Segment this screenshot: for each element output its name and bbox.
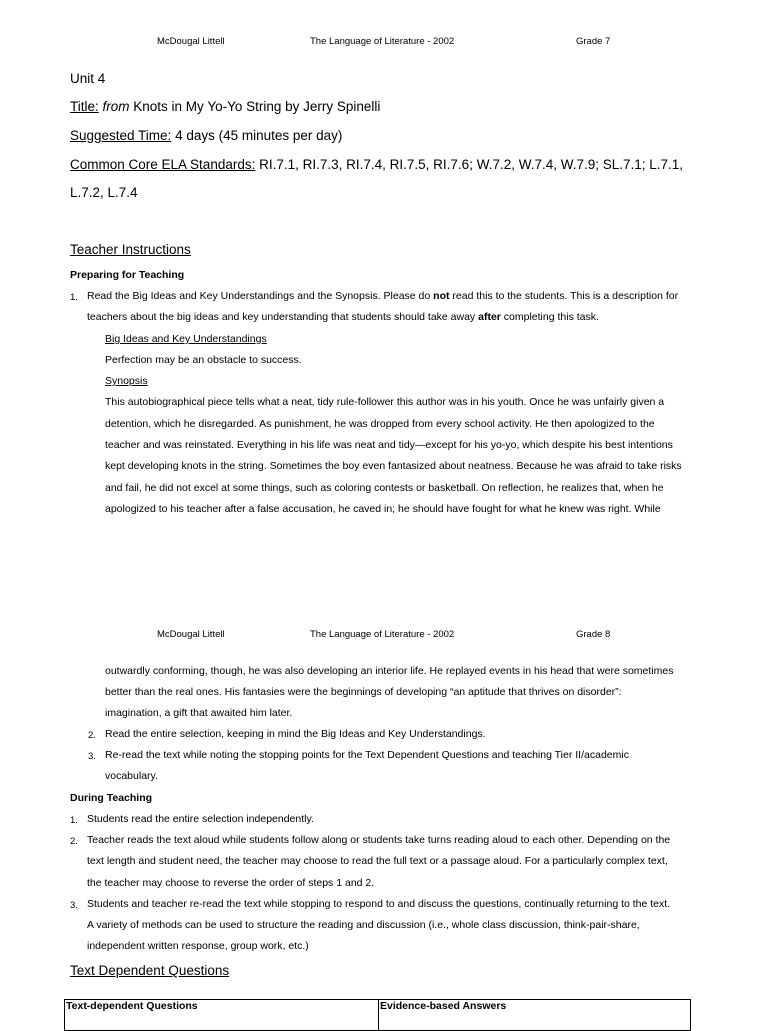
suggested-time-label: Suggested Time:	[70, 128, 172, 143]
title-label: Title:	[70, 99, 99, 114]
teacher-instructions-heading: Teacher Instructions	[70, 242, 191, 257]
unit-label: Unit 4	[70, 71, 106, 86]
during-heading: During Teaching	[70, 792, 153, 804]
during-item-2-num: 2.	[70, 836, 78, 847]
during-item-3-line: Students and teacher re-read the text while stopping to respond to and discuss the questions, continually returning to the text.	[87, 898, 671, 910]
header-book: The Language of Literature - 2002	[310, 36, 455, 47]
prep-item-1-line-2: teachers about the big ideas and key understanding that students should take away after completing this task.	[87, 311, 599, 323]
title-line	[70, 99, 380, 114]
tdq-heading: Text Dependent Questions	[70, 963, 230, 978]
synopsis-line: apologized to his teacher after a false accusation, he caved in; he should have fought for what he knew was right. While	[105, 503, 661, 515]
synopsis-line: imagination, a gift that awaited him later.	[105, 707, 293, 719]
table-header-answers: Evidence-based Answers	[379, 1000, 691, 1031]
during-item-3-line: independent written response, group work, etc.)	[87, 940, 309, 952]
prep-item-2-text: Read the entire selection, keeping in mind the Big Ideas and Key Understandings.	[105, 728, 486, 740]
suggested-time-text: 4 days (45 minutes per day)	[171, 128, 343, 143]
during-item-2-line: the teacher may choose to reverse the order of steps 1 and 2.	[87, 877, 375, 889]
synopsis-line: This autobiographical piece tells what a neat, tidy rule-follower this author was in his youth. Once he was unfairly given a	[105, 396, 665, 408]
big-ideas-heading: Big Ideas and Key Understandings	[105, 333, 267, 345]
during-item-2-line: text length and student need, the teacher may choose to read the full text or a passage aloud. For a particularly complex text,	[87, 855, 668, 867]
table-header-questions: Text-dependent Questions	[65, 1000, 379, 1031]
header-grade: Grade 7	[576, 36, 611, 47]
prep-item-1-num: 1.	[70, 292, 78, 303]
header-book: The Language of Literature - 2002	[310, 629, 455, 640]
standards-line-2: L.7.2, L.7.4	[70, 185, 138, 200]
header-grade: Grade 8	[576, 629, 611, 640]
prep-item-3-num: 3.	[88, 751, 96, 762]
tdq-table	[64, 999, 691, 1031]
prep-item-3-line-1: Re-read the text while noting the stopping points for the Text Dependent Questions and teaching Tier II/academic	[105, 749, 629, 761]
prep-item-2-num: 2.	[88, 730, 96, 741]
during-item-3-num: 3.	[70, 900, 78, 911]
prep-item-1-line-1: Read the Big Ideas and Key Understandings and the Synopsis. Please do not read this to the students. This is a description for	[87, 290, 679, 302]
synopsis-line: teacher and was reinstated. Everything in his life was neat and tidy—except for his yo-yo, which despite his best intentions	[105, 439, 673, 451]
during-item-1-num: 1.	[70, 815, 78, 826]
big-ideas-text: Perfection may be an obstacle to success.	[105, 354, 302, 366]
standards-label: Common Core ELA Standards:	[70, 157, 256, 172]
during-item-3-line: A variety of methods can be used to structure the reading and discussion (i.e., whole class discussion, think-pair-share,	[87, 919, 640, 931]
header-publisher: McDougal Littell	[157, 36, 225, 47]
standards-text: RI.7.1, RI.7.3, RI.7.4, RI.7.5, RI.7.6; W.7.2, W.7.4, W.7.9; SL.7.1; L.7.1,	[255, 157, 684, 172]
synopsis-line: detention, which he disregarded. As punishment, he was dropped from every school activity. He then apologized to the	[105, 418, 655, 430]
standards-line-1	[70, 157, 683, 172]
header-publisher: McDougal Littell	[157, 629, 225, 640]
table-header-row	[65, 1000, 691, 1031]
during-item-2-line: Teacher reads the text aloud while students follow along or students take turns reading aloud to each other. Depending on the	[87, 834, 671, 846]
title-from: from	[102, 99, 130, 114]
suggested-time-line	[70, 128, 342, 143]
preparing-heading: Preparing for Teaching	[70, 269, 185, 281]
synopsis-heading: Synopsis	[105, 375, 148, 387]
synopsis-line: better than the real ones. His fantasies were the beginnings of developing “an aptitude that thrives on disorder”:	[105, 686, 622, 698]
synopsis-line: outwardly conforming, though, he was also developing an interior life. He replayed events in his head that were sometimes	[105, 665, 674, 677]
during-item-1-text: Students read the entire selection independently.	[87, 813, 314, 825]
synopsis-line: and fail, he did not excel at some things, such as coloring contests or basketball. On reflection, he realizes that, when he	[105, 482, 664, 494]
synopsis-line: kept developing knots in the string. Sometimes the boy even fantasized about neatness. Because he was afraid to take risks	[105, 460, 682, 472]
title-text: Knots in My Yo-Yo String by Jerry Spinelli	[129, 99, 381, 114]
prep-item-3-line-2: vocabulary.	[105, 770, 158, 782]
